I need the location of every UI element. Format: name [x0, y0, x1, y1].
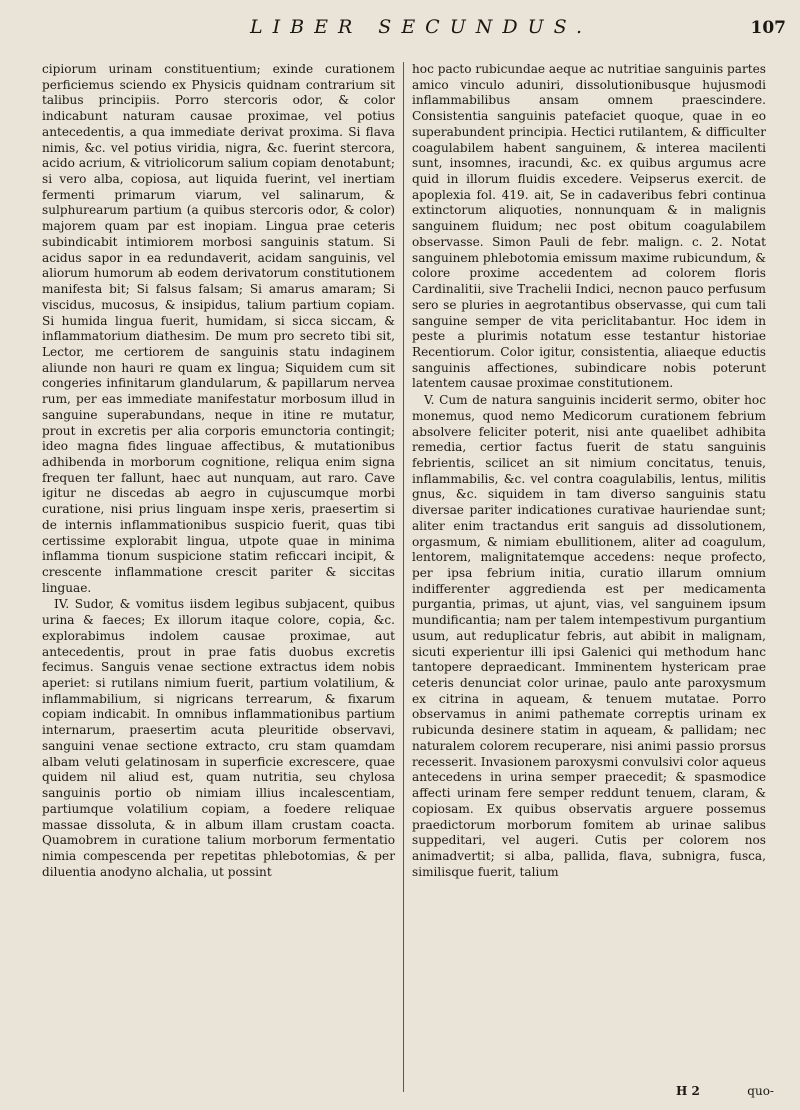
- right-column: [404, 62, 766, 1092]
- page-header: [0, 12, 800, 44]
- page-number: 107: [750, 18, 786, 38]
- paragraph: hoc pacto rubicundae aeque ac nutritiae sanguinis partes amico vinculo aduniri, dissolutionibusque hujusmodi inflammabilibus ansam omnem praescindere. Consistentia sanguinis patefaciet quoque, quae in eo superabundent principia. Hectici rutilantem, & difficulter coagulabilem habent sanguinem, & interea macilenti sunt, insomnes, iracundi, &c. ex quibus argumus acre quid in illorum fluidis excedere. Veipserus exercit. de apoplexia fol. 419. ait, Se in cadaveribus febri continua extinctorum aliquoties, nonnunquam & in malignis sanguinem fluidum; nec post obitum coagulabilem observasse. Simon Pauli de febr. malign. c. 2. Notat sanguinem phlebotomia emissum maxime rubicundum, & colore proxime accedentem ad colorem floris Cardinalitii, sive Trachelii Indici, necnon pauco perfusum sero se pluries in aegrotantibus observasse, qui cum tali sanguine semper de vita periclitabantur. Hoc idem in peste a plurimis notatum esse testantur historiae Recentiorum. Color igitur, consistentia, aliaeque eductis sanguinis affectiones, subindicare nobis poterunt latentem causae proximae constitutionem.: [412, 62, 766, 391]
- catchword: quo-: [747, 1084, 774, 1098]
- paragraph: cipiorum urinam constituentium; exinde curationem perficiemus sciendo ex Physicis quidnam contrarium sit talibus principiis. Porro stercoris odor, & color indicabunt naturam causae proximae, vel potius antecedentis, a qua immediate derivat proxima. Si flava nimis, &c. vel potius viridia, nigra, &c. fuerint stercora, acido acrium, & vitriolicorum salium copiam denotabunt; si vero alba, copiosa, aut liquida fuerint, vel inertiam fermenti primarum viarum, vel salinarum, & sulphurearum partium (a quibus stercoris odor, & color) majorem quam par est inopiam. Lingua prae ceteris subindicabit intimiorem morbosi sanguinis statum. Si acidus sapor in ea redundaverit, acidam sanguinis, vel aliorum humorum ab eodem derivatorum constitutionem manifesta bit; Si falsus falsam; Si amarus amaram; Si viscidus, mucosus, & insipidus, talium partium copiam. Si humida lingua fuerit, humidam, si sicca siccam, & inflammatorium diathesim. De mum pro secreto tibi sit, Lector, me certiorem de sanguinis statu indaginem aliunde non hauri re quam ex lingua; Siquidem cum sit congeries infinitarum glandularum, & papillarum nervea rum, per eas immediate manifestatur morbosum illud in sanguine superabundans, neque in itine re mutatur, prout in excretis per alia corporis emunctoria contingit; ideo magna fides linguae affectibus, & mutationibus adhibenda in morborum cognitione, reliqua enim signa frequen ter fallunt, haec aut nunquam, aut raro. Cave igitur ne discedas ab aegro in cujuscumque morbi curatione, nisi prius linguam inspe xeris, praesertim si de internis inflammationibus suspicio fuerit, quas tibi certissime explorabit lingua, utpote quae in minima inflamma tionum suspicione statim reficcari incipit, & crescente inflammatione crescit pariter & siccitas linguae.: [42, 62, 395, 595]
- signature-mark: H 2: [676, 1084, 700, 1098]
- text-columns: [42, 62, 776, 1092]
- running-head: LIBER SECUNDUS.: [250, 16, 592, 38]
- left-column: [42, 62, 404, 1092]
- paragraph: IV. Sudor, & vomitus iisdem legibus subjacent, quibus urina & faeces; Ex illorum itaque colore, copia, &c. explorabimus indolem causae proximae, aut antecedentis, prout in prae fatis duobus excretis fecimus. Sanguis venae sectione extractus idem nobis aperiet: si rutilans nimium fuerit, partium volatilium, & inflammabilium, si nigricans terrearum, & fixarum copiam indicabit. In omnibus inflammationibus partium internarum, praesertim acuta pleuritide observavi, sanguini venae sectione extracto, cru stam quamdam albam veluti gelatinosam in superficie excrescere, quae quidem nil aliud est, quam nutritia, seu chylosa sanguinis portio ob nimiam illius incalescentiam, partiumque volatilium copiam, a foedere reliquae massae dissoluta, & in album illam crustam coacta. Quamobrem in curatione talium morborum fermentatio nimia compescenda per repetitas phlebotomias, & per diluentia anodyno alchalia, ut possint: [42, 597, 395, 879]
- paragraph: V. Cum de natura sanguinis inciderit sermo, obiter hoc monemus, quod nemo Medicorum curationem febrium absolvere feliciter poterit, nisi ante quaelibet adhibita remedia, certior factus fuerit de statu sanguinis febrientis, scilicet an sit nimium concitatus, tenuis, inflammabilis, &c. vel contra coagulabilis, lentus, militis gnus, &c. siquidem in tam diverso sanguinis statu diversae pariter indicationes curativae hauriendae sunt; aliter enim tractandus erit sanguis ad dissolutionem, orgasmum, & nimiam ebullitionem, aliter ad coagulum, lentorem, malignitatemque accedens: neque profecto, per ipsa febrium initia, curatio illarum omnium indifferenter aggredienda est per medicamenta purgantia, primas, ut ajunt, vias, vel sanguinem ipsum mundificantia; nam per talem intempestivum purgantium usum, aut reduplicatur febris, aut abibit in malignam, sicuti experientur illi ipsi Galenici qui methodum hanc tantopere depraedicant. Imminentem hystericam prae ceteris denunciat color urinae, paulo ante paroxysmum ex citrina in aqueam, & tenuem mutatae. Porro observamus in animi pathemate correptis urinam ex rubicunda desinere statim in aqueam, & pallidam; nec naturalem colorem recuperare, nisi animi passio prorsus recesserit. Invasionem paroxysmi convulsivi color aqueus antecedens in urina semper praecedit; & spasmodice affecti urinam fere semper reddunt tenuem, claram, & copiosam. Ex quibus observatis arguere possemus praedictorum morborum fomitem ab urinae salibus suppeditari, vel augeri. Cutis per colorem nos animadvertit; si alba, pallida, flava, subnigra, fusca, similisque fuerit, talium: [412, 393, 766, 879]
